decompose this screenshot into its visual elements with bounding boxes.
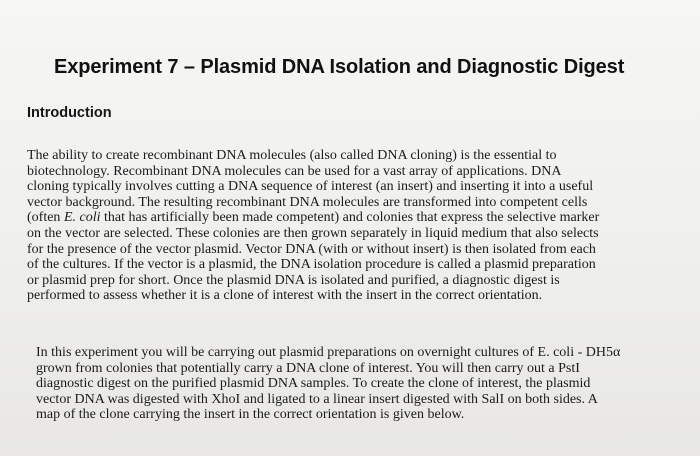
paragraph-line: cloning typically involves cutting a DNA sequence of interest (an insert) and inserting it into a useful [27, 179, 594, 195]
paragraph-line: vector background. The resulting recombinant DNA molecules are transformed into competent cells [27, 194, 588, 210]
paragraph-line: of the cultures. If the vector is a plasmid, the DNA isolation procedure is called a plasmid preparation [27, 257, 596, 273]
introduction-paragraph-1 [27, 148, 599, 304]
paragraph-line: diagnostic digest on the purified plasmid DNA samples. To create the clone of interest, the plasmid [36, 376, 591, 392]
paragraph-line: biotechnology. Recombinant DNA molecules can be used for a vast array of applications. DNA [27, 163, 562, 179]
paragraph-line: The ability to create recombinant DNA molecules (also called DNA cloning) is the essential to [27, 148, 557, 163]
introduction-paragraph-2 [36, 345, 620, 423]
paragraph-line: or plasmid prep for short. Once the plasmid DNA is isolated and purified, a diagnostic digest is [27, 272, 560, 288]
paragraph-line: performed to assess whether it is a clone of interest with the insert in the correct orientation. [27, 288, 543, 304]
line-segment: that has artificially been made competent) and colonies that express the selective marker [100, 210, 600, 226]
section-heading-introduction: Introduction [27, 105, 112, 121]
paragraph-line: for the presence of the vector plasmid. Vector DNA (with or without insert) is then isolated from each [27, 241, 596, 257]
paragraph-line: on the vector are selected. These colonies are then grown separately in liquid medium that also selects [27, 225, 599, 241]
paragraph-line: map of the clone carrying the insert in the correct orientation is given below. [36, 407, 465, 423]
line-segment: (often [27, 210, 64, 226]
document-title: Experiment 7 – Plasmid DNA Isolation and Diagnostic Digest [54, 56, 625, 78]
species-name-italic: E. coli [63, 210, 101, 226]
paragraph-line [27, 210, 599, 226]
paragraph-line: grown from colonies that potentially carry a DNA clone of interest. You will then carry out a PstI [36, 360, 580, 376]
paragraph-line: In this experiment you will be carrying out plasmid preparations on overnight cultures of E. coli - DH5α [36, 345, 621, 360]
paragraph-line: vector DNA was digested with XhoI and ligated to a linear insert digested with SalI on both sides. A [36, 391, 598, 407]
